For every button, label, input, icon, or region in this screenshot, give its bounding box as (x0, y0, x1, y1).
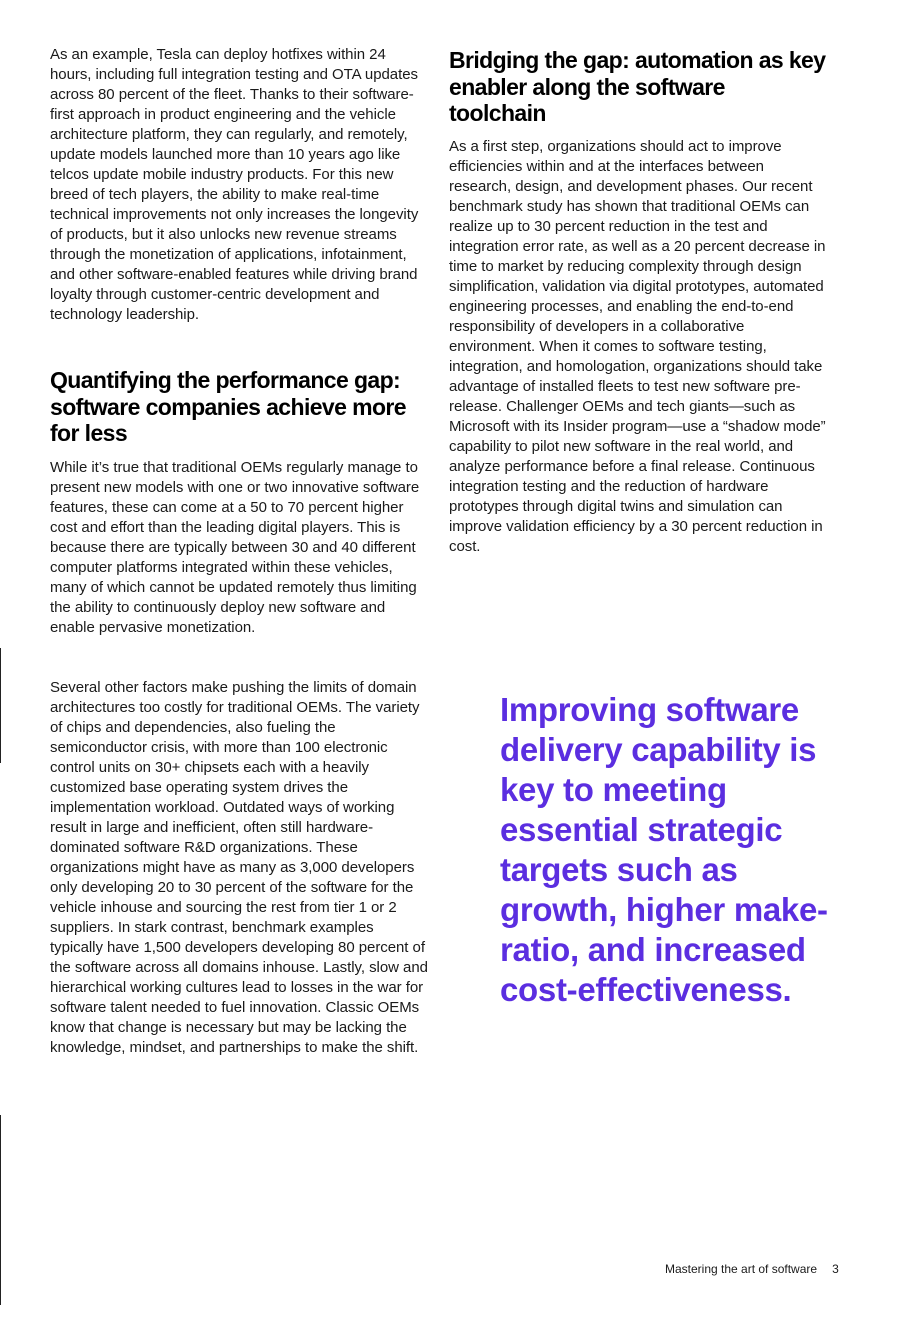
footer-title: Mastering the art of software (665, 1262, 818, 1276)
page-number: 3 (832, 1262, 839, 1276)
page-footer (665, 1262, 839, 1276)
left-edge-mark (0, 648, 1, 763)
paragraph-first-step: As a first step, organizations should act to improve efficiencies within and at the interfaces between research, design, and development phases. Our recent benchmark study has shown that traditional OEMs can realize up to 30 percent reduction in the test and integration error rate, as well as a 20 percent decrease in time to market by reducing complexity through design simplification, validation via digital prototypes, automated engineering processes, and enabling the end-to-end responsibility of developers in a collaborative environment. When it comes to software testing, integration, and homologation, organizations should take advantage of installed fleets to test new software pre-release. Challenger OEMs and tech giants—such as Microsoft with its Insider program—use a “shadow mode” capability to pilot new software in the real world, and analyze performance before a final release. Continuous integration testing and the reduction of hardware prototypes through digital twins and simulation can improve validation efficiency by a 30 percent reduction in cost. (449, 138, 826, 555)
section-heading-quantifying: Quantifying the performance gap: software companies achieve more for less (50, 367, 406, 446)
paragraph-other-factors: Several other factors make pushing the limits of domain architectures too costly for traditional OEMs. The variety of chips and dependencies, also fueling the semiconductor crisis, with more than 100 electronic control units on 30+ chipsets each with a heavily customized base operating system drives the implementation workload. Outdated ways of working result in large and inefficient, often still hardware-dominated software R&D organizations. These organizations might have as many as 3,000 developers only developing 20 to 30 percent of the software for the vehicle inhouse and sourcing the rest from tier 1 or 2 suppliers. In stark contrast, benchmark examples typically have 1,500 developers developing 80 percent of the software across all domains inhouse. Lastly, slow and hierarchical working cultures lead to losses in the war for software talent needed to fuel innovation. Classic OEMs know that change is necessary but may be lacking the knowledge, mindset, and partnerships to make the shift. (50, 679, 428, 1056)
section-heading-bridging: Bridging the gap: automation as key enabler along the software toolchain (449, 47, 826, 126)
left-edge-mark-lower (0, 1115, 1, 1305)
pull-quote: Improving software delivery capability is key to meeting essential strategic targets such as growth, higher make-ratio, and increased cost-effectiveness. (500, 691, 828, 1008)
intro-paragraph: As an example, Tesla can deploy hotfixes within 24 hours, including full integration testing and OTA updates across 80 percent of the fleet. Thanks to their software-first approach in product engineering and the vehicle architecture platform, they can regularly, and remotely, update models launched more than 10 years ago like telcos update mobile industry products. For this new breed of tech players, the ability to make real-time technical improvements not only increases the longevity of products, but it also unlocks new revenue streams through the monetization of applications, infotainment, and other software-enabled features while driving brand loyalty through customer-centric development and technology leadership. (50, 46, 419, 323)
paragraph-oem-cost: While it’s true that traditional OEMs regularly manage to present new models with one or two innovative software features, these can come at a 50 to 70 percent higher cost and effort than the leading digital players. This is because there are typically between 30 and 40 different computer platforms integrated within these vehicles, many of which cannot be updated remotely thus limiting the ability to continuously deploy new software and enable pervasive monetization. (50, 459, 420, 636)
